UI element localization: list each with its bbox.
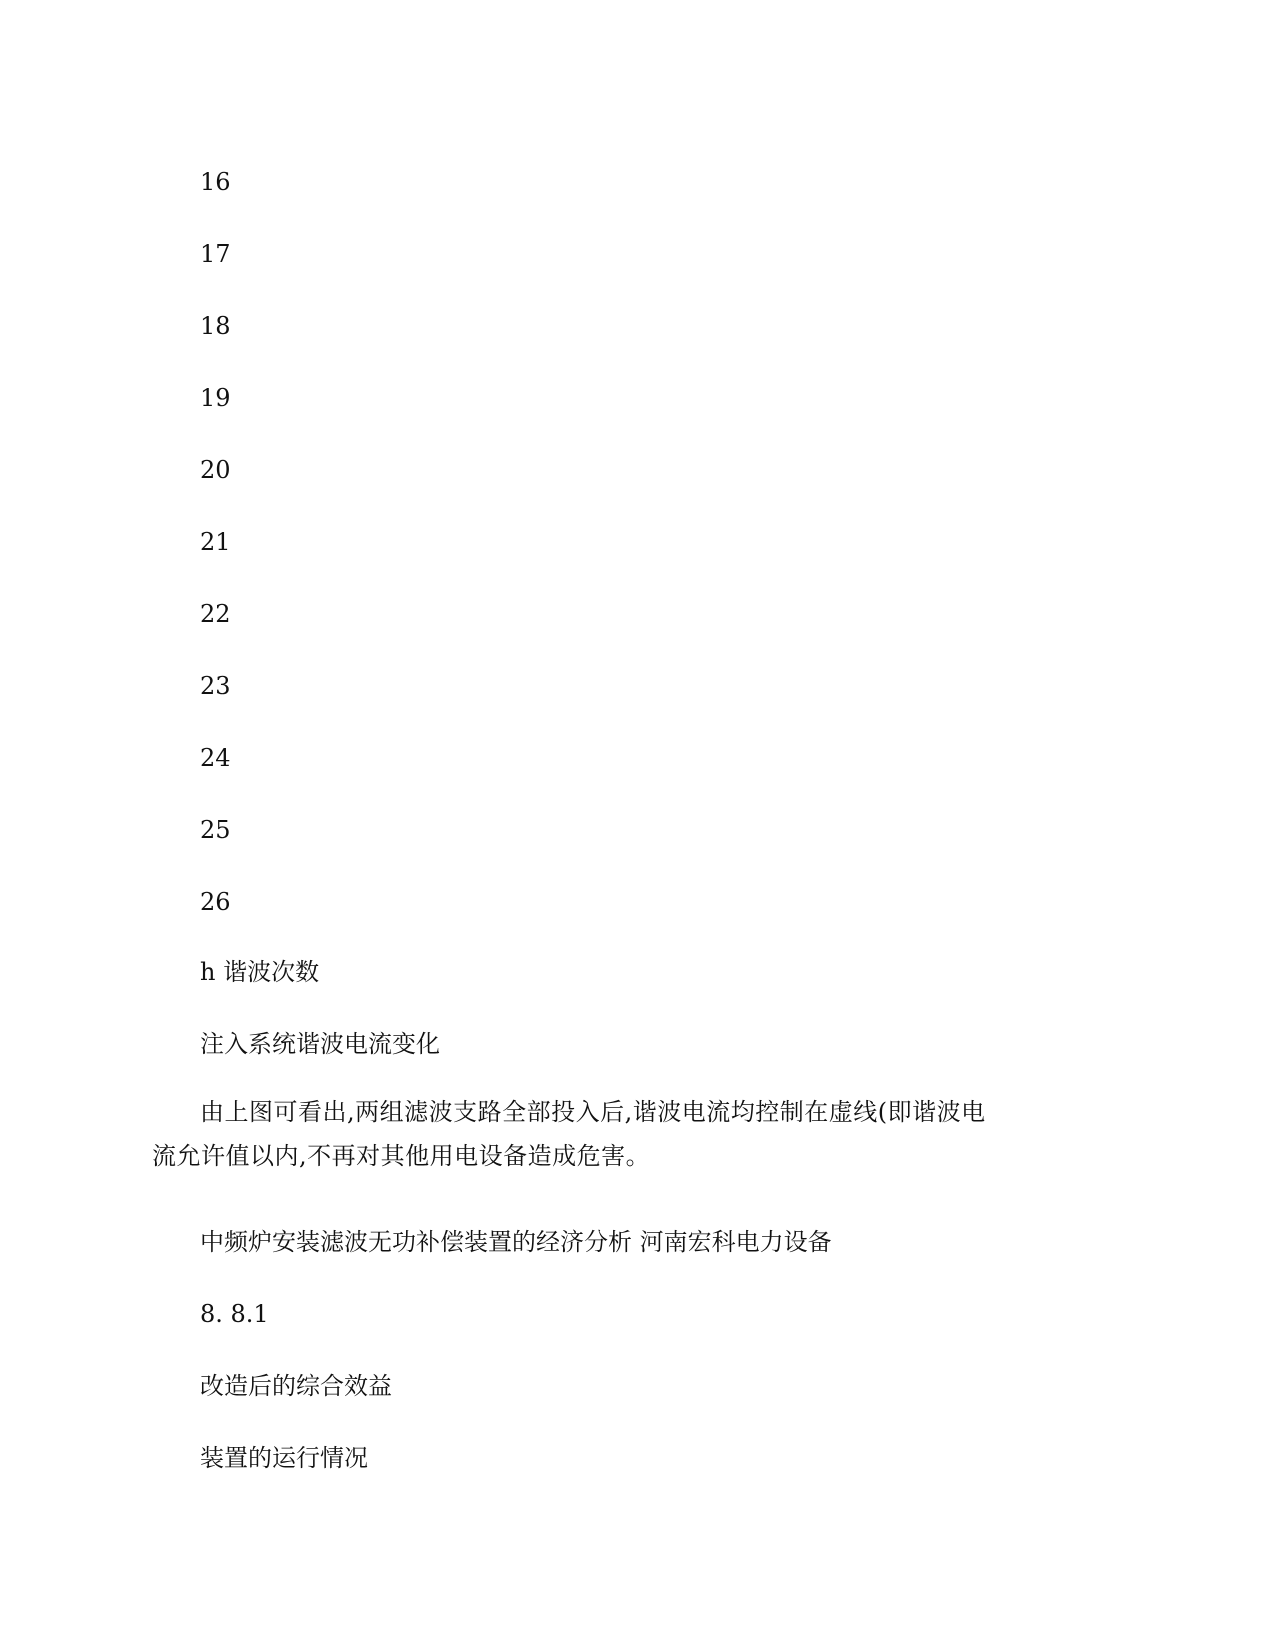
harmonic-order-24: 24	[200, 744, 231, 772]
subheading-operation: 装置的运行情况	[200, 1444, 368, 1472]
section-title: 中频炉安装滤波无功补偿装置的经济分析 河南宏科电力设备	[200, 1228, 832, 1256]
subheading-benefits: 改造后的综合效益	[200, 1372, 392, 1400]
axis-label: h 谐波次数	[200, 958, 320, 986]
figure-caption: 注入系统谐波电流变化	[200, 1030, 440, 1058]
harmonic-order-25: 25	[200, 816, 231, 844]
harmonic-order-26: 26	[200, 888, 231, 916]
harmonic-order-22: 22	[200, 600, 231, 628]
harmonic-order-23: 23	[200, 672, 231, 700]
harmonic-order-18: 18	[200, 312, 231, 340]
harmonic-order-17: 17	[200, 240, 231, 268]
harmonic-order-21: 21	[200, 528, 231, 556]
harmonic-order-20: 20	[200, 456, 231, 484]
body-paragraph: 由上图可看出,两组滤波支路全部投入后,谐波电流均控制在虚线(即谐波电流允许值以内,不再对其他用电设备造成危害。	[152, 1098, 986, 1170]
harmonic-order-16: 16	[200, 168, 231, 196]
section-number: 8. 8.1	[200, 1300, 269, 1328]
harmonic-order-19: 19	[200, 384, 231, 412]
